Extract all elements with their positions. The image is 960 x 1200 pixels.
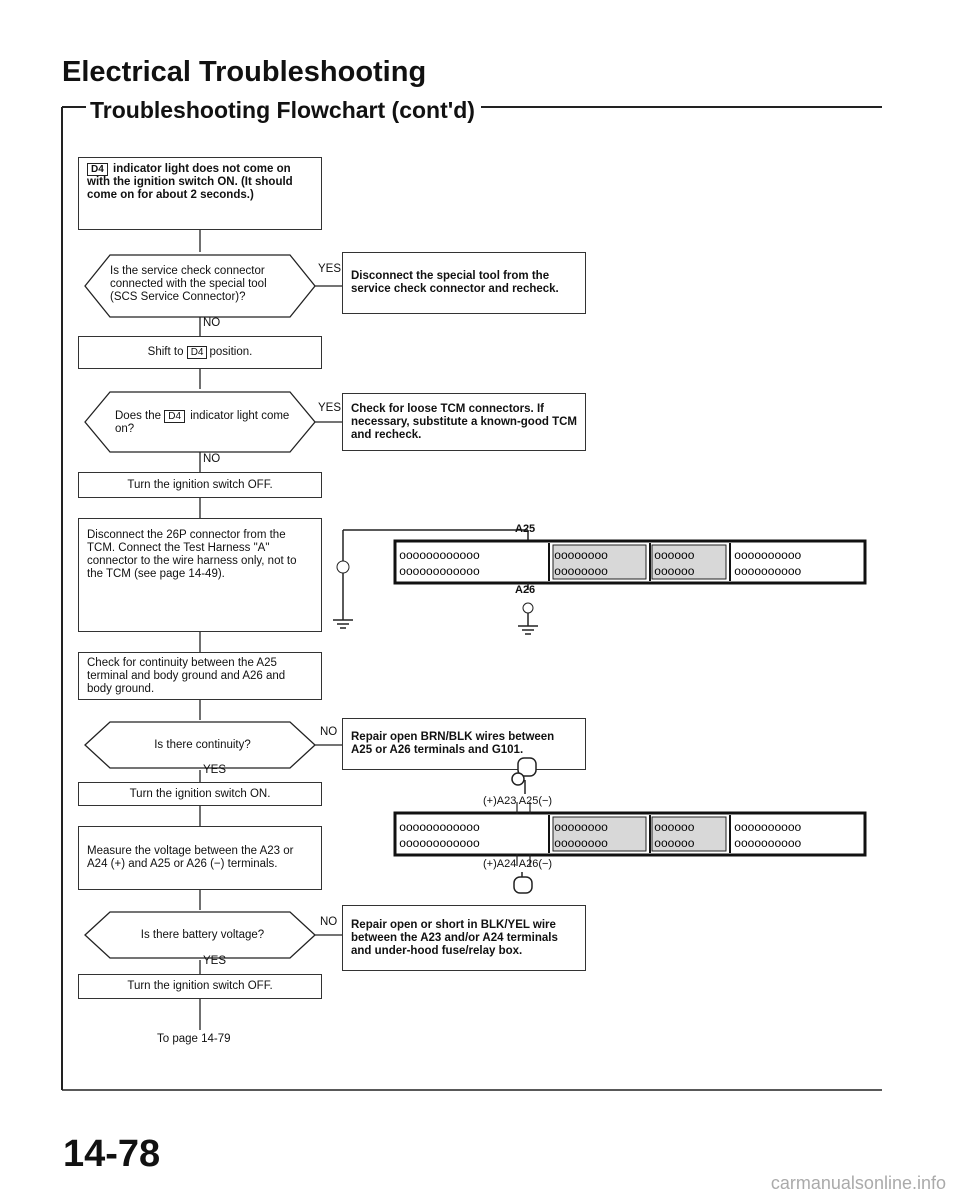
svg-text:oooooo: oooooo xyxy=(654,549,695,563)
start-text: indicator light does not come on with the ignition switch ON. (It should come on for about 2 seconds.) xyxy=(87,163,293,201)
action-disconnect-tool xyxy=(342,252,586,314)
svg-text:oooooooooooo: oooooooooooo xyxy=(399,549,480,563)
action-repair-blk-yel xyxy=(342,905,586,971)
svg-text:oooooooooooo: oooooooooooo xyxy=(399,821,480,835)
step-disconnect-connector xyxy=(78,518,322,632)
question-scs-connector: Is the service check connector connected with the special tool (SCS Service Connector)? xyxy=(110,265,267,303)
voltmeter-negative-icon xyxy=(514,877,532,893)
connector-diagram-2 xyxy=(390,750,870,900)
svg-text:oooooooooo: oooooooooo xyxy=(734,837,802,851)
svg-text:oooooooooo: oooooooooo xyxy=(734,821,802,835)
action-check-tcm xyxy=(342,393,586,451)
q4-yes-label: YES xyxy=(203,955,227,967)
d4-badge: D4 xyxy=(164,410,185,423)
svg-text:oooooo: oooooo xyxy=(654,837,695,851)
step-check-continuity xyxy=(78,652,322,700)
q2-prefix: Does the xyxy=(115,410,162,422)
step-ignition-off-1-text: Turn the ignition switch OFF. xyxy=(127,478,273,491)
step-ignition-off-2-text: Turn the ignition switch OFF. xyxy=(127,980,273,992)
step-ignition-off-1 xyxy=(78,472,322,498)
page-number: 14-78 xyxy=(63,1133,161,1175)
q2-suffix: indicator light come on? xyxy=(115,410,290,435)
to-page-reference: To page 14-79 xyxy=(157,1033,231,1045)
q4-no-label: NO xyxy=(320,916,338,928)
step-check-continuity-text: Check for continuity between the A25 terminal and body ground and A26 and body ground. xyxy=(87,656,286,695)
svg-text:oooooooooooo: oooooooooooo xyxy=(399,837,480,851)
connector2-bottom-label: (+)A24 A26(−) xyxy=(483,858,553,870)
q2-no-label: NO xyxy=(203,453,221,465)
d4-badge: D4 xyxy=(187,346,208,359)
step-shift-d4 xyxy=(78,336,322,369)
svg-text:oooooooo: oooooooo xyxy=(554,549,608,563)
question-continuity: Is there continuity? xyxy=(154,739,251,751)
action-repair-brn-blk-text: Repair open BRN/BLK wires between A25 or A26 terminals and G101. xyxy=(351,731,555,756)
q1-yes-label: YES xyxy=(318,263,342,275)
svg-text:oooooooo: oooooooo xyxy=(554,565,608,579)
q3-no-label: NO xyxy=(320,726,338,738)
svg-text:oooooooo: oooooooo xyxy=(554,821,608,835)
svg-text:oooooooo: oooooooo xyxy=(554,837,608,851)
question-battery-voltage: Is there battery voltage? xyxy=(140,929,265,941)
q2-yes-label: YES xyxy=(318,402,342,414)
step-measure-voltage-text: Measure the voltage between the A23 or A24 (+) and A25 or A26 (−) terminals. xyxy=(87,845,294,870)
watermark: carmanualsonline.info xyxy=(770,1173,946,1193)
svg-text:oooooooooo: oooooooooo xyxy=(734,565,802,579)
q3-yes-label: YES xyxy=(203,764,227,776)
connector-diagram-1 xyxy=(330,510,870,640)
action-repair-blk-yel-text: Repair open or short in BLK/YEL wire between the A23 and/or A24 terminals and under-hood fuse/relay box. xyxy=(351,918,558,957)
step-measure-voltage xyxy=(78,826,322,890)
step-disconnect-text: Disconnect the 26P connector from the TCM. Connect the Test Harness "A" connector to the wire harness only, not to the TCM (see page 14-49). xyxy=(87,529,297,580)
ground-g101-icon xyxy=(523,603,533,613)
step-ignition-on xyxy=(78,782,322,806)
d4-badge: D4 xyxy=(87,163,108,176)
svg-text:oooooooooooo: oooooooooooo xyxy=(399,565,480,579)
connector1-a26-label: A26 xyxy=(515,584,536,596)
q1-no-label: NO xyxy=(203,317,221,329)
step-ignition-on-text: Turn the ignition switch ON. xyxy=(129,787,271,800)
ground-g101-icon xyxy=(337,561,349,573)
start-box xyxy=(78,157,322,230)
question-d4-light xyxy=(115,410,290,436)
svg-text:oooooo: oooooo xyxy=(654,565,695,579)
shift-suffix: position. xyxy=(209,346,253,358)
svg-text:oooooo: oooooo xyxy=(654,821,695,835)
shift-prefix: Shift to xyxy=(147,346,184,358)
page-subtitle: Troubleshooting Flowchart (cont'd) xyxy=(88,97,481,124)
page-title: Electrical Troubleshooting xyxy=(62,56,427,88)
action-check-tcm-text: Check for loose TCM connectors. If necessary, substitute a known-good TCM and recheck. xyxy=(351,402,577,441)
connector1-a25-label: A25 xyxy=(515,523,536,535)
connector2-top-label: (+)A23 A25(−) xyxy=(483,795,553,807)
svg-text:oooooooooo: oooooooooo xyxy=(734,549,802,563)
step-ignition-off-2 xyxy=(78,974,322,999)
action-disconnect-tool-text: Disconnect the special tool from the service check connector and recheck. xyxy=(351,270,559,295)
